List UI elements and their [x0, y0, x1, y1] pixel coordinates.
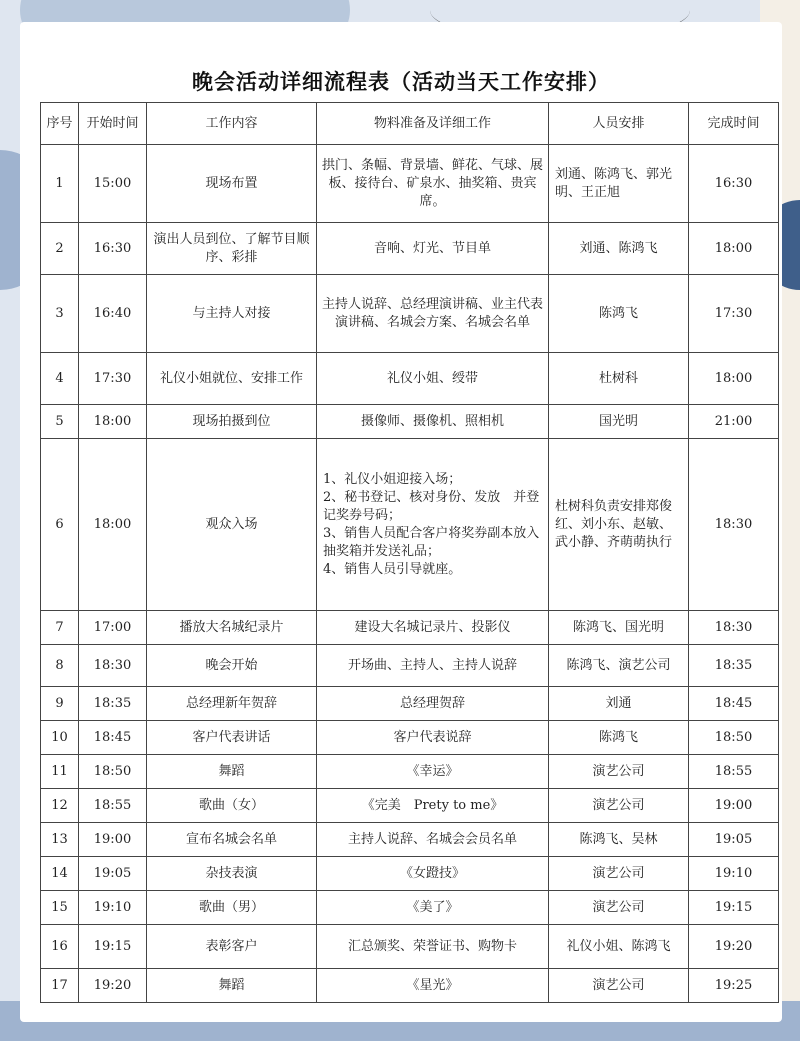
cell-end-time: 21:00 — [689, 405, 779, 439]
cell-end-time: 19:10 — [689, 857, 779, 891]
table-row — [41, 823, 779, 857]
cell-no: 12 — [41, 789, 79, 823]
table-row — [41, 405, 779, 439]
cell-no: 7 — [41, 611, 79, 645]
table-row — [41, 857, 779, 891]
cell-end-time: 18:30 — [689, 611, 779, 645]
header-end-time: 完成时间 — [689, 103, 779, 145]
cell-materials: 1、礼仪小姐迎接入场； 2、秘书登记、核对身份、发放 并登记奖券号码； 3、销售人员配合客户将奖券副本放入抽奖箱并发送礼品； 4、销售人员引导就座。 — [317, 439, 549, 611]
cell-start-time: 18:35 — [79, 687, 147, 721]
cell-work-content: 宣布名城会名单 — [147, 823, 317, 857]
cell-start-time: 18:00 — [79, 405, 147, 439]
cell-end-time: 18:00 — [689, 353, 779, 405]
cell-no: 1 — [41, 145, 79, 223]
cell-materials: 礼仪小姐、绶带 — [317, 353, 549, 405]
cell-start-time: 18:45 — [79, 721, 147, 755]
cell-materials: 《美了》 — [317, 891, 549, 925]
page-title: 晚会活动详细流程表（活动当天工作安排） — [192, 70, 610, 94]
table-row — [41, 223, 779, 275]
cell-materials: 摄像师、摄像机、照相机 — [317, 405, 549, 439]
cell-staff: 演艺公司 — [549, 891, 689, 925]
table-row — [41, 645, 779, 687]
cell-no: 16 — [41, 925, 79, 969]
cell-staff: 刘通 — [549, 687, 689, 721]
cell-materials: 开场曲、主持人、主持人说辞 — [317, 645, 549, 687]
table-row — [41, 755, 779, 789]
cell-staff: 礼仪小姐、陈鸿飞 — [549, 925, 689, 969]
cell-staff: 演艺公司 — [549, 755, 689, 789]
cell-work-content: 舞蹈 — [147, 969, 317, 1003]
cell-staff: 国光明 — [549, 405, 689, 439]
cell-work-content: 播放大名城纪录片 — [147, 611, 317, 645]
table-row — [41, 439, 779, 611]
cell-materials: 客户代表说辞 — [317, 721, 549, 755]
cell-end-time: 19:00 — [689, 789, 779, 823]
cell-end-time: 18:35 — [689, 645, 779, 687]
cell-no: 2 — [41, 223, 79, 275]
cell-end-time: 16:30 — [689, 145, 779, 223]
cell-work-content: 礼仪小姐就位、安排工作 — [147, 353, 317, 405]
cell-staff: 刘通、陈鸿飞 — [549, 223, 689, 275]
cell-start-time: 19:20 — [79, 969, 147, 1003]
cell-start-time: 18:55 — [79, 789, 147, 823]
cell-staff: 演艺公司 — [549, 789, 689, 823]
cell-staff: 刘通、陈鸿飞、郭光明、王正旭 — [549, 145, 689, 223]
cell-end-time: 17:30 — [689, 275, 779, 353]
cell-materials: 汇总颁奖、荣誉证书、购物卡 — [317, 925, 549, 969]
header-materials: 物料准备及详细工作 — [317, 103, 549, 145]
cell-end-time: 18:50 — [689, 721, 779, 755]
header-no: 序号 — [41, 103, 79, 145]
cell-work-content: 演出人员到位、了解节目顺序、彩排 — [147, 223, 317, 275]
table-row — [41, 687, 779, 721]
table-body — [41, 145, 779, 1003]
table-row — [41, 275, 779, 353]
cell-materials: 总经理贺辞 — [317, 687, 549, 721]
cell-start-time: 18:50 — [79, 755, 147, 789]
header-start-time: 开始时间 — [79, 103, 147, 145]
table-header-row — [41, 103, 779, 145]
cell-staff: 陈鸿飞、吴林 — [549, 823, 689, 857]
table-row — [41, 969, 779, 1003]
cell-end-time: 18:00 — [689, 223, 779, 275]
cell-work-content: 客户代表讲话 — [147, 721, 317, 755]
cell-no: 9 — [41, 687, 79, 721]
cell-start-time: 16:40 — [79, 275, 147, 353]
table-row — [41, 353, 779, 405]
cell-no: 10 — [41, 721, 79, 755]
cell-staff: 杜树科 — [549, 353, 689, 405]
cell-materials: 拱门、条幅、背景墙、鲜花、气球、展板、接待台、矿泉水、抽奖箱、贵宾席。 — [317, 145, 549, 223]
cell-work-content: 晚会开始 — [147, 645, 317, 687]
cell-staff: 演艺公司 — [549, 969, 689, 1003]
cell-no: 5 — [41, 405, 79, 439]
table-row — [41, 611, 779, 645]
cell-staff: 陈鸿飞、国光明 — [549, 611, 689, 645]
cell-staff: 陈鸿飞、演艺公司 — [549, 645, 689, 687]
cell-end-time: 19:25 — [689, 969, 779, 1003]
cell-start-time: 18:30 — [79, 645, 147, 687]
cell-materials: 《幸运》 — [317, 755, 549, 789]
cell-no: 14 — [41, 857, 79, 891]
cell-start-time: 19:15 — [79, 925, 147, 969]
cell-start-time: 17:30 — [79, 353, 147, 405]
cell-work-content: 杂技表演 — [147, 857, 317, 891]
cell-no: 8 — [41, 645, 79, 687]
cell-no: 13 — [41, 823, 79, 857]
cell-start-time: 16:30 — [79, 223, 147, 275]
table-row — [41, 721, 779, 755]
cell-work-content: 观众入场 — [147, 439, 317, 611]
cell-work-content: 歌曲（男） — [147, 891, 317, 925]
cell-materials: 音响、灯光、节目单 — [317, 223, 549, 275]
cell-no: 15 — [41, 891, 79, 925]
cell-end-time: 18:45 — [689, 687, 779, 721]
cell-materials: 主持人说辞、名城会会员名单 — [317, 823, 549, 857]
cell-work-content: 现场拍摄到位 — [147, 405, 317, 439]
cell-no: 6 — [41, 439, 79, 611]
header-work-content: 工作内容 — [147, 103, 317, 145]
table-row — [41, 789, 779, 823]
cell-work-content: 现场布置 — [147, 145, 317, 223]
table-row — [41, 145, 779, 223]
cell-no: 17 — [41, 969, 79, 1003]
cell-work-content: 与主持人对接 — [147, 275, 317, 353]
cell-start-time: 19:00 — [79, 823, 147, 857]
cell-no: 11 — [41, 755, 79, 789]
document-page — [20, 22, 782, 1022]
cell-no: 3 — [41, 275, 79, 353]
cell-end-time: 18:30 — [689, 439, 779, 611]
cell-materials: 建设大名城记录片、投影仪 — [317, 611, 549, 645]
cell-end-time: 19:20 — [689, 925, 779, 969]
cell-staff: 陈鸿飞 — [549, 275, 689, 353]
schedule-table — [40, 102, 779, 1003]
cell-materials: 主持人说辞、总经理演讲稿、业主代表演讲稿、名城会方案、名城会名单 — [317, 275, 549, 353]
cell-end-time: 18:55 — [689, 755, 779, 789]
cell-work-content: 舞蹈 — [147, 755, 317, 789]
cell-work-content: 表彰客户 — [147, 925, 317, 969]
cell-start-time: 19:05 — [79, 857, 147, 891]
cell-staff: 演艺公司 — [549, 857, 689, 891]
cell-end-time: 19:05 — [689, 823, 779, 857]
table-row — [41, 891, 779, 925]
cell-staff: 杜树科负责安排郑俊红、刘小东、赵敏、武小静、齐萌萌执行 — [549, 439, 689, 611]
cell-start-time: 18:00 — [79, 439, 147, 611]
cell-work-content: 歌曲（女） — [147, 789, 317, 823]
cell-materials: 《女蹬技》 — [317, 857, 549, 891]
cell-materials: 《星光》 — [317, 969, 549, 1003]
header-staff: 人员安排 — [549, 103, 689, 145]
cell-end-time: 19:15 — [689, 891, 779, 925]
cell-start-time: 19:10 — [79, 891, 147, 925]
cell-staff: 陈鸿飞 — [549, 721, 689, 755]
cell-materials: 《完美 Prety to me》 — [317, 789, 549, 823]
cell-work-content: 总经理新年贺辞 — [147, 687, 317, 721]
cell-start-time: 17:00 — [79, 611, 147, 645]
cell-start-time: 15:00 — [79, 145, 147, 223]
cell-no: 4 — [41, 353, 79, 405]
table-row — [41, 925, 779, 969]
